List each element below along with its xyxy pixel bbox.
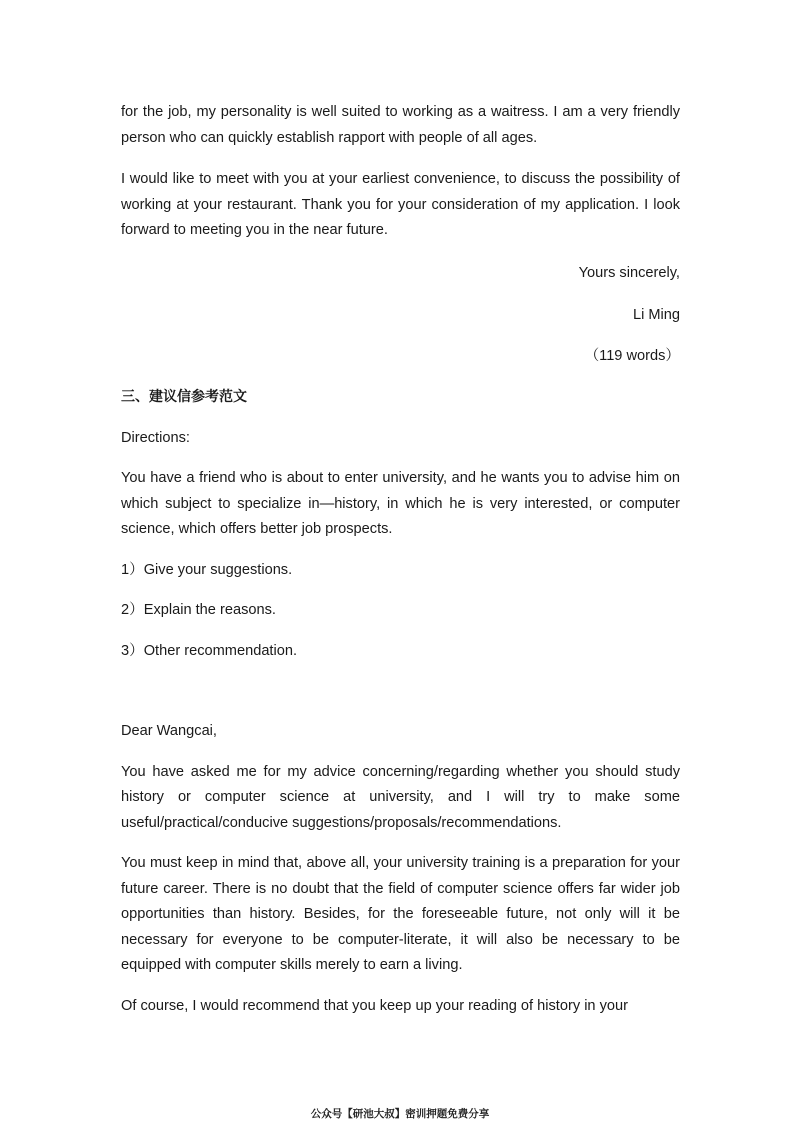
letter2-paragraph-3: Of course, I would recommend that you keep up your reading of history in your <box>121 997 628 1014</box>
letter2-paragraph-2: You must keep in mind that, above all, your university training is a preparation for your future career. There is no doubt that the field of computer science offers far wider job opportunities than history. Besides, for the foreseeable future, not only will it be necessary for everyone to be computer-literate, it will also be necessary to be equipped with computer skills merely to earn a living. <box>121 855 680 973</box>
letter1-paragraph-1: for the job, my personality is well suited to working as a waitress. I am a very friendly person who can quickly establish rapport with people of all ages. <box>121 104 680 146</box>
letter1-closing: Yours sincerely, <box>578 264 680 281</box>
letter1-signature: Li Ming <box>632 307 680 323</box>
directions-text: You have a friend who is about to enter university, and he wants you to advise him on which subject to specialize in—history, in which he is very interested, or computer science, which offers better job prospects. <box>121 470 680 537</box>
directions-item-2: 2）Explain the reasons. <box>121 602 276 618</box>
directions-item-1: 1）Give your suggestions. <box>121 561 293 578</box>
directions-label: Directions: <box>121 429 190 446</box>
letter1-paragraph-2: I would like to meet with you at your earliest convenience, to discuss the possibility of working at your restaurant. Thank you for your consideration of my application. I look forward to meeting you in the near future. <box>121 171 680 238</box>
section-heading: 三、建议信参考范文 <box>121 389 247 405</box>
directions-item-3: 3）Other recommendation. <box>121 642 298 659</box>
letter1-word-count: （119 words） <box>584 347 680 364</box>
footer-watermark: 公众号【研池大叔】密训押题免费分享 <box>310 1108 490 1120</box>
letter2-paragraph-1: You have asked me for my advice concerning/regarding whether you should study history or computer science at university, and I will try to make some useful/practical/conducive suggestions/proposals/recommendations. <box>121 763 680 831</box>
document-page <box>121 100 680 1019</box>
letter2-salutation: Dear Wangcai, <box>121 723 217 739</box>
